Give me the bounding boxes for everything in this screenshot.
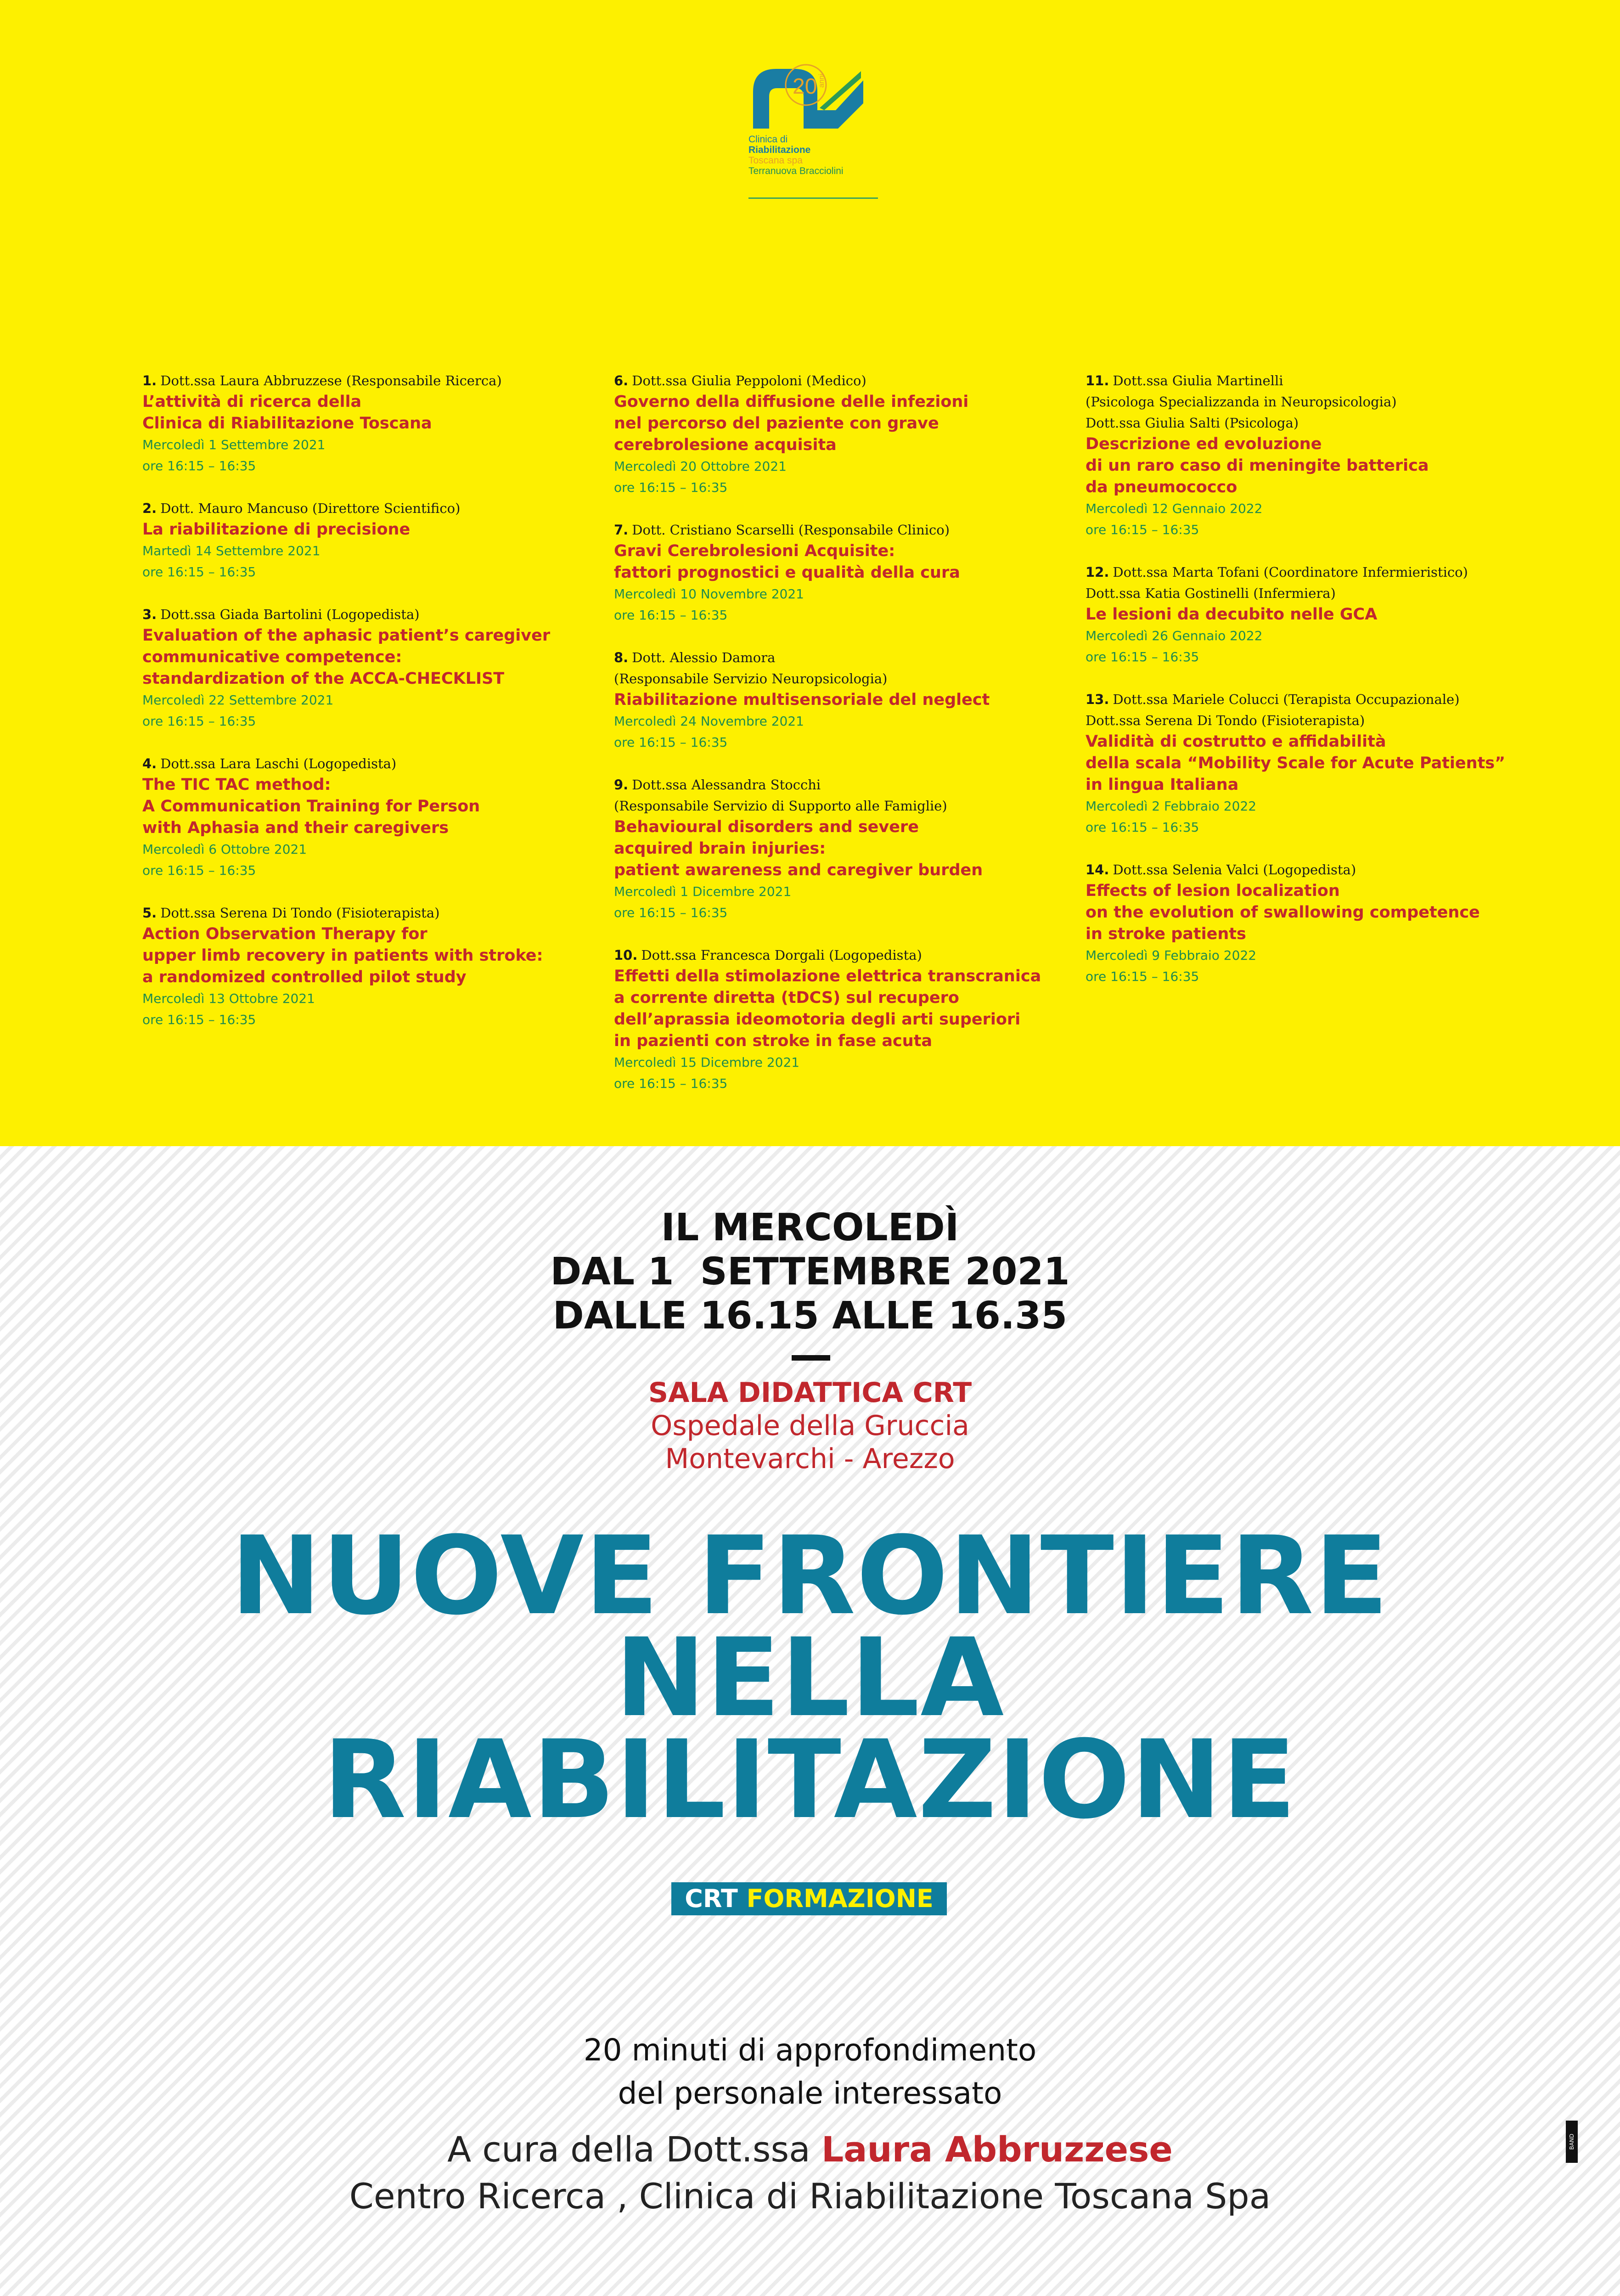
entry-speaker [614, 945, 1078, 966]
entry-speaker-name: Dott.ssa Lara Laschi (Logopedista) [160, 756, 397, 771]
entry-title-line: nel percorso del paziente con grave [614, 414, 939, 433]
entry-number: 3. [142, 607, 157, 622]
entry-number: 1. [142, 373, 157, 388]
entry-date: Mercoledì 15 Dicembre 2021 [614, 1055, 800, 1070]
entry-title-line: Effects of lesion localization [1086, 882, 1340, 900]
entry-title-line: fattori prognostici e qualità della cura [614, 563, 960, 582]
logo-line-3: Toscana spa [748, 155, 803, 166]
intro-line-2: del personale interessato [618, 2076, 1002, 2111]
entry-number: 2. [142, 501, 157, 516]
entry-title-line: L’attività di ricerca della [142, 393, 362, 411]
entry-title-line: The TIC TAC method: [142, 776, 331, 794]
entry-time: ore 16:15 – 16:35 [614, 1076, 728, 1091]
entry-title-line: Clinica di Riabilitazione Toscana [142, 414, 432, 433]
entry-title-line: Le lesioni da decubito nelle GCA [1086, 605, 1378, 624]
program-entry [142, 370, 606, 477]
entry-speaker [1086, 859, 1549, 880]
entry-time: ore 16:15 – 16:35 [142, 714, 256, 729]
badge-formazione: FORMAZIONE [746, 1884, 934, 1913]
entry-title-line: a randomized controlled pilot study [142, 968, 467, 986]
entry-date: Mercoledì 22 Settembre 2021 [142, 692, 334, 708]
curator-line [0, 2124, 1620, 2175]
entry-title-line: Effetti della stimolazione elettrica transcranica [614, 967, 1041, 985]
program-entry [1086, 370, 1549, 540]
program-entry [614, 647, 1078, 753]
clinic-logo [744, 60, 882, 207]
program-entry [614, 945, 1078, 1094]
program-entry [614, 774, 1078, 923]
entry-time: ore 16:15 – 16:35 [614, 480, 728, 495]
entry-number: 8. [614, 650, 629, 665]
entry-speaker-name: Dott. Mauro Mancuso (Direttore Scientifico) [160, 501, 461, 516]
entry-date: Mercoledì 6 Ottobre 2021 [142, 842, 307, 857]
program-entry [142, 498, 606, 583]
entry-time: ore 16:15 – 16:35 [1086, 820, 1199, 835]
entry-title-line: Validità di costrutto e affidabilità [1086, 732, 1386, 751]
entry-speaker [1086, 370, 1549, 391]
event-title-line-1: NUOVE FRONTIERE [231, 1514, 1389, 1639]
program-entry [142, 902, 606, 1030]
crt-formazione-badge [671, 1882, 947, 1915]
entry-title-line: a corrente diretta (tDCS) sul recupero [614, 989, 959, 1007]
entry-title-line: in stroke patients [1086, 925, 1246, 943]
entry-speaker [142, 370, 606, 391]
entry-number: 6. [614, 373, 629, 388]
event-title [0, 1514, 1620, 1843]
entry-date: Mercoledì 13 Ottobre 2021 [142, 991, 315, 1006]
program-panel [0, 0, 1620, 1146]
entry-number: 13. [1086, 692, 1109, 707]
entry-speaker-name: Dott.ssa Francesca Dorgali (Logopedista) [641, 947, 922, 963]
program-entry [1086, 689, 1549, 838]
entry-title-line: upper limb recovery in patients with stroke: [142, 946, 543, 965]
entry-number: 14. [1086, 862, 1109, 878]
logo-mark-icon [744, 60, 882, 138]
entry-speaker [142, 902, 606, 923]
entry-speaker-extra: Dott.ssa Giulia Salti (Psicologa) [1086, 415, 1299, 431]
entry-number: 10. [614, 947, 638, 963]
entry-speaker-extra: (Psicologa Specializzanda in Neuropsicologia) [1086, 394, 1397, 410]
entry-title-line: dell’aprassia ideomotoria degli arti superiori [614, 1010, 1021, 1029]
entry-time: ore 16:15 – 16:35 [142, 863, 256, 878]
entry-time: ore 16:15 – 16:35 [1086, 969, 1199, 984]
entry-title-line: in lingua Italiana [1086, 776, 1239, 794]
entry-title-line: Action Observation Therapy for [142, 925, 428, 943]
entry-speaker-name: Dott.ssa Giulia Peppoloni (Medico) [632, 373, 866, 388]
entry-time: ore 16:15 – 16:35 [1086, 522, 1199, 537]
entry-speaker-extra: (Responsabile Servizio di Supporto alle Famiglie) [614, 798, 947, 814]
program-entry [1086, 859, 1549, 987]
entry-title-line: Evaluation of the aphasic patient’s caregiver [142, 626, 551, 645]
entry-speaker-name: Dott.ssa Giada Bartolini (Logopedista) [160, 607, 420, 622]
program-entry [1086, 562, 1549, 668]
side-tag [1566, 2121, 1578, 2163]
curator-prefix: A cura della Dott.ssa [447, 2129, 810, 2170]
entry-speaker-name: Dott.ssa Giulia Martinelli [1113, 373, 1283, 388]
entry-date: Mercoledì 20 Ottobre 2021 [614, 459, 787, 474]
entry-title-line: A Communication Training for Person [142, 797, 480, 816]
entry-speaker-extra: Dott.ssa Serena Di Tondo (Fisioterapista) [1086, 713, 1365, 728]
logo-line-4: Terranuova Bracciolini [748, 166, 844, 176]
entry-title-line: patient awareness and caregiver burden [614, 861, 983, 879]
entry-title-line: on the evolution of swallowing competence [1086, 903, 1480, 922]
entry-speaker [1086, 689, 1549, 710]
entry-date: Mercoledì 9 Febbraio 2022 [1086, 948, 1257, 963]
entry-date: Mercoledì 10 Novembre 2021 [614, 586, 804, 602]
entry-title-line: di un raro caso di meningite batterica [1086, 456, 1429, 475]
entry-date: Mercoledì 26 Gennaio 2022 [1086, 628, 1263, 643]
entry-date: Mercoledì 24 Novembre 2021 [614, 714, 804, 729]
entry-title-line: communicative competence: [142, 648, 402, 666]
entry-speaker-name: Dott.ssa Alessandra Stocchi [632, 777, 821, 793]
entry-number: 12. [1086, 564, 1109, 580]
entry-title-line: della scala “Mobility Scale for Acute Patients” [1086, 754, 1506, 772]
logo-divider [748, 197, 878, 199]
schedule [0, 1206, 1620, 1338]
curator-organization: Centro Ricerca , Clinica di Riabilitazione Toscana Spa [349, 2176, 1271, 2217]
entry-time: ore 16:15 – 16:35 [142, 1012, 256, 1027]
entry-speaker [142, 753, 606, 774]
entry-title-line: acquired brain injuries: [614, 839, 826, 858]
entry-date: Martedì 14 Settembre 2021 [142, 543, 321, 558]
program-column-3 [1086, 370, 1549, 1008]
logo-line-2: Riabilitazione [748, 145, 811, 155]
entry-number: 9. [614, 777, 629, 793]
entry-speaker [142, 498, 606, 519]
entry-number: 4. [142, 756, 157, 771]
entry-speaker [142, 604, 606, 625]
entry-date: Mercoledì 1 Settembre 2021 [142, 437, 326, 452]
entry-title-line: cerebrolesione acquisita [614, 436, 837, 454]
entry-date: Mercoledì 2 Febbraio 2022 [1086, 799, 1257, 814]
program-column-1 [142, 370, 606, 1052]
event-title-line-3: RIABILITAZIONE [323, 1717, 1297, 1843]
entry-title-line: La riabilitazione di precisione [142, 520, 411, 539]
schedule-line-2: DAL 1 SETTEMBRE 2021 [550, 1250, 1070, 1294]
entry-title-line: Behavioural disorders and severe [614, 818, 919, 836]
entry-title-line: standardization of the ACCA-CHECKLIST [142, 670, 505, 688]
entry-title-line: Descrizione ed evoluzione [1086, 435, 1322, 453]
venue-city: Montevarchi - Arezzo [665, 1443, 955, 1475]
entry-speaker-name: Dott.ssa Marta Tofani (Coordinatore Infermieristico) [1113, 564, 1468, 580]
separator-dash [792, 1355, 830, 1361]
entry-title-line: Governo della diffusione delle infezioni [614, 393, 969, 411]
entry-date: Mercoledì 1 Dicembre 2021 [614, 884, 792, 899]
entry-title-line: da pneumococco [1086, 478, 1238, 496]
curator-name: Laura Abbruzzese [821, 2129, 1173, 2170]
entry-speaker [614, 774, 1078, 795]
entry-speaker [614, 370, 1078, 391]
entry-title-line: in pazienti con stroke in fase acuta [614, 1032, 933, 1050]
entry-time: ore 16:15 – 16:35 [142, 458, 256, 473]
entry-speaker-name: Dott.ssa Laura Abbruzzese (Responsabile Ricerca) [160, 373, 502, 388]
entry-speaker-name: Dott.ssa Mariele Colucci (Terapista Occupazionale) [1113, 692, 1460, 707]
program-entry [142, 753, 606, 881]
event-title-line-2: NELLA [615, 1615, 1005, 1741]
logo-badge-number: 20 [793, 74, 817, 99]
intro-text [0, 2029, 1620, 2115]
program-entry [142, 604, 606, 732]
entry-date: Mercoledì 12 Gennaio 2022 [1086, 501, 1263, 516]
entry-title-line: Gravi Cerebrolesioni Acquisite: [614, 542, 895, 560]
entry-title-line: with Aphasia and their caregivers [142, 819, 449, 837]
entry-speaker [614, 647, 1078, 668]
program-column-2 [614, 370, 1078, 1115]
program-entry [614, 370, 1078, 498]
entry-speaker-extra: (Responsabile Servizio Neuropsicologia) [614, 671, 888, 687]
entry-time: ore 16:15 – 16:35 [614, 905, 728, 920]
entry-time: ore 16:15 – 16:35 [614, 608, 728, 623]
side-tag-text: BAND [1569, 2133, 1575, 2150]
venue-name: SALA DIDATTICA CRT [648, 1377, 972, 1409]
badge-crt: CRT [685, 1884, 738, 1913]
entry-speaker [614, 519, 1078, 540]
schedule-line-3: DALLE 16.15 ALLE 16.35 [552, 1294, 1068, 1338]
entry-speaker-name: Dott. Cristiano Scarselli (Responsabile Clinico) [632, 522, 950, 538]
intro-line-1: 20 minuti di approfondimento [583, 2032, 1037, 2068]
entry-number: 7. [614, 522, 629, 538]
entry-speaker-name: Dott.ssa Selenia Valci (Logopedista) [1113, 862, 1356, 878]
entry-number: 11. [1086, 373, 1109, 388]
entry-speaker [1086, 562, 1549, 583]
logo-line-1: Clinica di [748, 134, 788, 145]
entry-title-line: Riabilitazione multisensoriale del neglect [614, 691, 990, 709]
schedule-line-1: IL MERCOLEDÌ [661, 1206, 959, 1249]
entry-speaker-extra: Dott.ssa Katia Gostinelli (Infermiera) [1086, 585, 1336, 601]
entry-number: 5. [142, 905, 157, 921]
entry-time: ore 16:15 – 16:35 [614, 735, 728, 750]
logo-badge-label: anni [818, 73, 826, 88]
entry-time: ore 16:15 – 16:35 [142, 564, 256, 580]
program-entry [614, 519, 1078, 626]
venue-place: Ospedale della Gruccia [651, 1410, 969, 1442]
entry-time: ore 16:15 – 16:35 [1086, 649, 1199, 664]
entry-speaker-name: Dott.ssa Serena Di Tondo (Fisioterapista) [160, 905, 440, 921]
entry-speaker-name: Dott. Alessio Damora [632, 650, 776, 665]
